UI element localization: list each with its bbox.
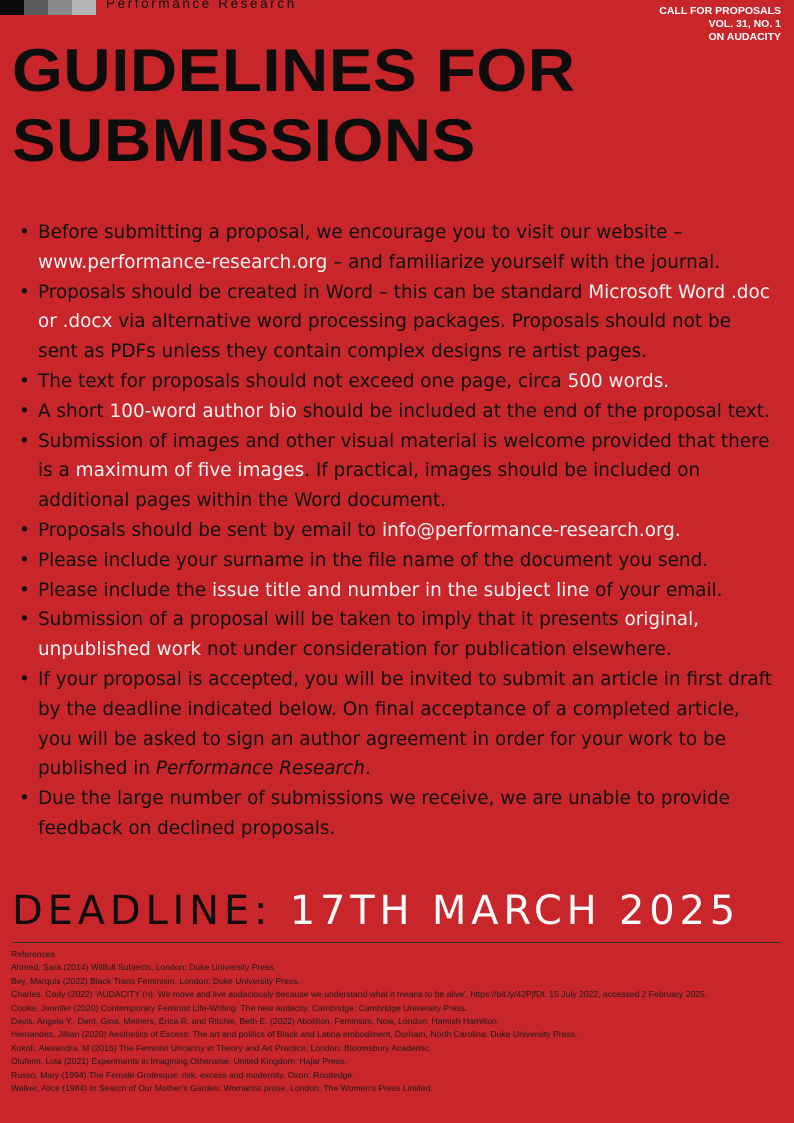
guideline-text: Please include your surname in the file name of the document you send. bbox=[38, 549, 709, 571]
guideline-text: . If practical, images should be included on additional pages within the Word document. bbox=[38, 460, 701, 512]
call-for-proposals-badge bbox=[659, 5, 781, 44]
guideline-text: of your email. bbox=[589, 579, 723, 601]
divider bbox=[12, 942, 781, 943]
cfp-volume: VOL. 31, NO. 1 bbox=[708, 18, 781, 30]
guideline-text: If your proposal is accepted, you will be invited to submit an article in first draft by the deadline indicated below. On final acceptance of a completed article, you will be asked to sign an author agreement in order for your work to be published in bbox=[38, 668, 773, 780]
guideline-text: Submission of a proposal will be taken to imply that it presents bbox=[38, 609, 625, 631]
title-line: SUBMISSIONS bbox=[12, 107, 476, 174]
guideline-item bbox=[16, 665, 774, 784]
guideline-text: Submission of images and other visual material is welcome provided that there is a bbox=[38, 430, 770, 482]
guideline-highlight: original, unpublished work bbox=[38, 609, 700, 661]
guideline-highlight: 100-word author bio bbox=[109, 400, 297, 422]
references-list bbox=[11, 961, 786, 1095]
reference-item: Bey, Marquis (2022) Black Trans Feminism, London: Duke University Press. bbox=[11, 975, 300, 986]
color-swatch bbox=[48, 0, 72, 15]
references-heading: References bbox=[11, 949, 55, 959]
color-swatch bbox=[72, 0, 96, 15]
guideline-text: . bbox=[364, 758, 371, 780]
guideline-item bbox=[16, 367, 774, 397]
guideline-item bbox=[16, 784, 774, 844]
guideline-highlight: info@performance-research.org. bbox=[381, 519, 681, 541]
guideline-text: not under consideration for publication elsewhere. bbox=[201, 639, 672, 661]
guideline-text: Due the large number of submissions we receive, we are unable to provide feedback on declined proposals. bbox=[38, 788, 730, 839]
guideline-item bbox=[16, 605, 774, 665]
guideline-highlight: Microsoft Word .doc or .docx bbox=[38, 281, 770, 333]
title-line: GUIDELINES FOR bbox=[12, 37, 576, 104]
guideline-text: – and familiarize yourself with the journal. bbox=[327, 251, 721, 273]
reference-item: Kokoli, Alexandra. M (2016) The Feminist Uncanny in Theory and Art Practice, London: Bloomsbury Academic. bbox=[11, 1042, 432, 1053]
guideline-highlight: issue title and number in the subject line bbox=[212, 579, 590, 601]
guideline-italic: Performance Research bbox=[155, 758, 365, 780]
guideline-text: Proposals should be sent by email to bbox=[38, 519, 382, 541]
guideline-text: Before submitting a proposal, we encourage you to visit our website – bbox=[38, 222, 683, 243]
guideline-item bbox=[16, 278, 774, 367]
guidelines-list bbox=[16, 218, 774, 844]
guideline-text: via alternative word processing packages. Proposals should not be sent as PDFs unless they contain complex designs re artist pages. bbox=[38, 311, 731, 363]
guideline-item bbox=[16, 397, 774, 427]
guideline-text: A short bbox=[38, 400, 110, 422]
references bbox=[11, 948, 786, 1095]
reference-item: Hernandez, Jillian (2020) Aesthetics of Excess: The art and politics of Black and Latina embodiment, Durham, North Carolina: Duke University Press. bbox=[11, 1029, 578, 1040]
guideline-item bbox=[16, 576, 774, 606]
color-swatch bbox=[24, 0, 48, 15]
deadline-label: DEADLINE: bbox=[12, 888, 273, 934]
guideline-text: should be included at the end of the proposal text. bbox=[296, 400, 770, 422]
cfp-theme: ON AUDACITY bbox=[708, 31, 781, 43]
page-title bbox=[12, 36, 576, 176]
reference-item: Davis, Angela Y., Dent, Gina, Meiners, Erica R. and Ritchie, Beth E. (2022) Abolition. Feminsim. Now, London: Hamish Hamilton. bbox=[11, 1016, 500, 1027]
guideline-item bbox=[16, 427, 774, 516]
journal-name: Performance Research bbox=[106, 0, 297, 11]
cfp-line: CALL FOR PROPOSALS bbox=[659, 5, 781, 17]
color-swatch-bar bbox=[0, 0, 96, 15]
guideline-item bbox=[16, 516, 774, 546]
reference-item: Ahmed, Sara (2014) Willfull Subjects, London: Duke University Press. bbox=[11, 962, 277, 973]
guideline-highlight: 500 words. bbox=[567, 370, 670, 392]
color-swatch bbox=[0, 0, 24, 15]
guideline-text: The text for proposals should not exceed one page, circa bbox=[38, 370, 568, 392]
reference-item: Russo, Mary (1994) The Female Grotesque: risk, excess and modernity, Oxon: Routledge. bbox=[11, 1069, 355, 1080]
deadline-date: 17TH MARCH 2025 bbox=[289, 888, 741, 934]
guideline-highlight: www.performance-research.org bbox=[38, 251, 328, 273]
reference-item: Walker, Alice (1984) In Search of Our Mother's Garden: Womanist prose, London: The Women's Press Limited. bbox=[11, 1083, 433, 1094]
reference-item: Olufemi, Lola (2021) Experiments in Imagining Otherwise, United Kingdom: Hajar Press. bbox=[11, 1056, 347, 1067]
guideline-item bbox=[16, 218, 774, 278]
deadline bbox=[12, 886, 740, 936]
reference-item: Cooke, Jennifer (2020) Contemporary Feminist Life-Writing: The new audacity, Cambridge: Cambridge University Press. bbox=[11, 1002, 468, 1013]
guideline-item bbox=[16, 546, 774, 576]
guideline-text: Proposals should be created in Word – this can be standard bbox=[38, 281, 589, 303]
reference-item: Charles, Cody (2022) 'AUDACITY (n): We move and live audaciously because we understand what it means to be alive', https://bit.ly/42PjfDt, 15 July 2022, accessed 2 February 2025. bbox=[11, 989, 708, 1000]
guideline-highlight: maximum of five images bbox=[75, 460, 305, 482]
guideline-text: Please include the bbox=[38, 579, 213, 601]
